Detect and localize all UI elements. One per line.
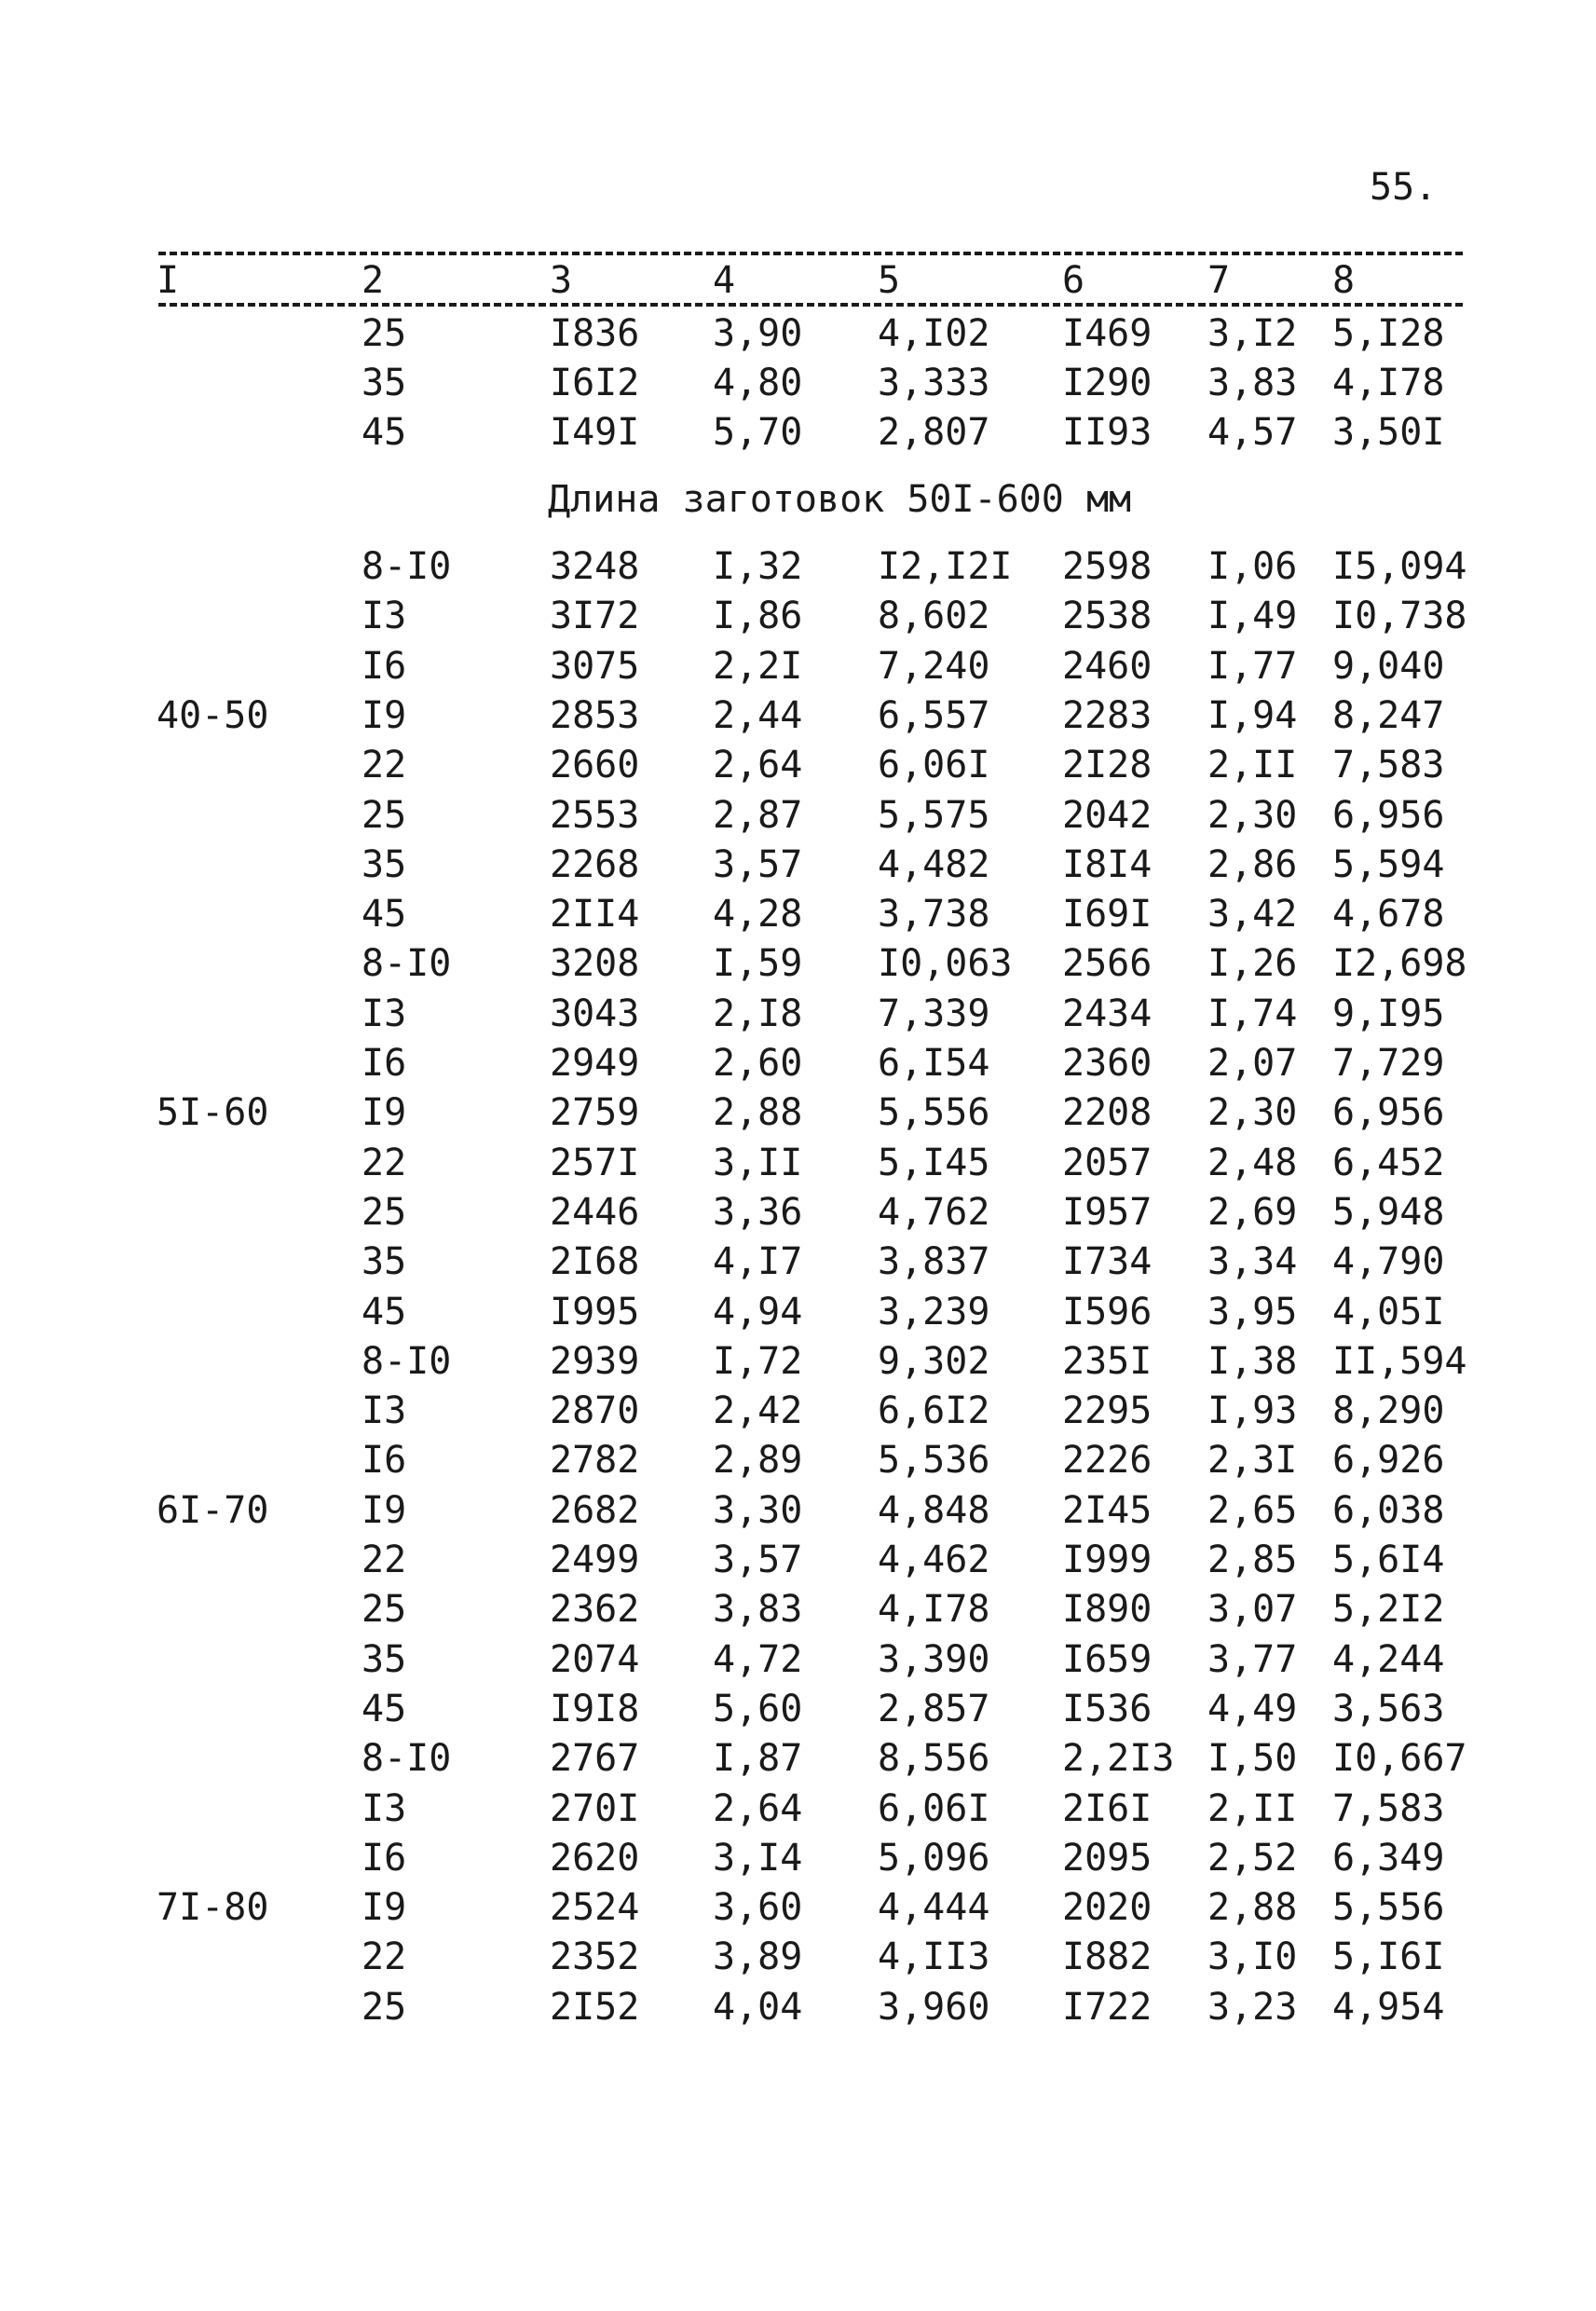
table-cell: 4,462	[878, 1538, 990, 1581]
table-cell: I49I	[550, 411, 640, 454]
table-cell: 7,583	[1332, 744, 1445, 787]
table-cell: 2I68	[550, 1240, 640, 1284]
table-cell: 2524	[550, 1886, 640, 1930]
table-cell: 25	[361, 793, 407, 837]
table-cell: 2360	[1062, 1042, 1153, 1085]
table-cell: 8,556	[878, 1737, 990, 1781]
table-cell: II,594	[1332, 1339, 1467, 1383]
table-cell: I734	[1062, 1240, 1153, 1284]
table-cell: I,38	[1207, 1339, 1298, 1383]
table-cell: 7,240	[878, 644, 990, 688]
table-cell: 2,88	[713, 1091, 803, 1135]
table-cell: 2,2I3	[1062, 1737, 1175, 1781]
table-cell: 3,89	[713, 1935, 803, 1979]
table-cell: 2,64	[713, 744, 803, 787]
table-cell: 2,48	[1207, 1141, 1298, 1184]
table-cell: I5,094	[1332, 545, 1467, 588]
table-row	[0, 359, 1596, 408]
table-cell: 2,42	[713, 1389, 803, 1433]
table-cell: 2,64	[713, 1786, 803, 1830]
table-cell: 2268	[550, 842, 640, 886]
table-cell: 8-I0	[361, 1339, 452, 1383]
table-cell: I0,667	[1332, 1737, 1467, 1781]
column-header: 4	[713, 259, 736, 302]
table-cell: 2660	[550, 744, 640, 787]
table-cell: 5,096	[878, 1836, 990, 1880]
table-row	[0, 741, 1596, 790]
table-cell: 2I52	[550, 1985, 640, 2029]
table-cell: I9	[361, 1886, 407, 1930]
table-cell: 5,I6I	[1332, 1935, 1445, 1979]
table-row	[0, 691, 1596, 741]
table-cell: I,72	[713, 1339, 803, 1383]
table-cell: I9I8	[550, 1687, 640, 1730]
header-bottom-rule	[158, 303, 1463, 307]
table-cell: 3,34	[1207, 1240, 1298, 1284]
table-cell: 2020	[1062, 1886, 1153, 1930]
table-cell: 3,I0	[1207, 1935, 1298, 1979]
table-cell: I3	[361, 595, 407, 638]
table-row	[0, 1486, 1596, 1536]
table-cell: I,74	[1207, 991, 1298, 1035]
table-row	[0, 592, 1596, 641]
table-cell: 3,390	[878, 1637, 990, 1681]
table-cell: 4,04	[713, 1985, 803, 2029]
table-row	[0, 1785, 1596, 1834]
table-cell: 4,72	[713, 1637, 803, 1681]
table-row	[0, 542, 1596, 592]
table-cell: 5,594	[1332, 842, 1445, 886]
table-cell: 2,3I	[1207, 1439, 1298, 1483]
table-cell: 4,482	[878, 842, 990, 886]
table-row	[0, 1834, 1596, 1883]
table-cell: 6,349	[1332, 1836, 1445, 1880]
column-header: 2	[361, 259, 385, 302]
table-cell: 8,602	[878, 595, 990, 638]
table-cell: 45	[361, 1290, 407, 1333]
table-cell: 2,52	[1207, 1836, 1298, 1880]
table-cell: 4,28	[713, 893, 803, 937]
table-row	[0, 890, 1596, 939]
table-cell: I9	[361, 1091, 407, 1135]
table-cell: 2598	[1062, 545, 1153, 588]
table-cell: 45	[361, 893, 407, 937]
table-cell: 3,60	[713, 1886, 803, 1930]
table-row	[0, 990, 1596, 1039]
table-cell: 2I6I	[1062, 1786, 1153, 1830]
column-header-row	[0, 256, 1596, 306]
table-cell: 8,247	[1332, 693, 1445, 737]
table-cell: 7,729	[1332, 1042, 1445, 1085]
group-label-cell: 7I-80	[157, 1886, 269, 1930]
table-cell: 9,302	[878, 1339, 990, 1383]
table-cell: 3,563	[1332, 1687, 1445, 1730]
column-header: 5	[878, 259, 901, 302]
table-cell: 3,42	[1207, 893, 1298, 937]
table-cell: 5,536	[878, 1439, 990, 1483]
table-cell: 5,948	[1332, 1190, 1445, 1234]
table-row	[0, 642, 1596, 691]
table-cell: 6,I54	[878, 1042, 990, 1085]
table-cell: 3,83	[713, 1588, 803, 1632]
table-cell: 3075	[550, 644, 640, 688]
table-row	[0, 791, 1596, 841]
table-cell: 6,06I	[878, 744, 990, 787]
table-cell: 3,57	[713, 842, 803, 886]
table-cell: 3,07	[1207, 1588, 1298, 1632]
group-label-cell: 5I-60	[157, 1091, 269, 1135]
table-cell: 2,807	[878, 411, 990, 454]
table-cell: I3	[361, 991, 407, 1035]
table-row	[0, 408, 1596, 458]
table-row	[0, 1088, 1596, 1138]
table-cell: 6,038	[1332, 1488, 1445, 1532]
table-cell: 2767	[550, 1737, 640, 1781]
table-cell: 6,956	[1332, 793, 1445, 837]
table-cell: 5,575	[878, 793, 990, 837]
table-cell: I6	[361, 1042, 407, 1085]
table-cell: 4,I78	[878, 1588, 990, 1632]
table-cell: I890	[1062, 1588, 1153, 1632]
table-row	[0, 1685, 1596, 1734]
table-cell: I957	[1062, 1190, 1153, 1234]
table-cell: 3,57	[713, 1538, 803, 1581]
table-row	[0, 1139, 1596, 1188]
table-cell: I469	[1062, 312, 1153, 355]
table-cell: 25	[361, 312, 407, 355]
table-cell: 5,70	[713, 411, 803, 454]
table-cell: I999	[1062, 1538, 1153, 1581]
table-cell: 3I72	[550, 595, 640, 638]
table-cell: 2I28	[1062, 744, 1153, 787]
table-cell: I0,063	[878, 942, 1013, 986]
table-cell: 4,848	[878, 1488, 990, 1532]
table-cell: 3,333	[878, 362, 990, 404]
header-top-rule	[158, 252, 1463, 255]
column-header: 6	[1062, 259, 1085, 302]
table-cell: 3,II	[713, 1141, 803, 1184]
table-cell: 8-I0	[361, 545, 452, 588]
table-cell: I,93	[1207, 1389, 1298, 1433]
table-row	[0, 1883, 1596, 1933]
table-cell: 9,040	[1332, 644, 1445, 688]
table-cell: 5,I45	[878, 1141, 990, 1184]
table-cell: I2,I2I	[878, 545, 1013, 588]
table-cell: 3,77	[1207, 1637, 1298, 1681]
table-cell: 3,23	[1207, 1985, 1298, 2029]
table-cell: 3,I2	[1207, 312, 1298, 355]
table-row	[0, 1238, 1596, 1287]
table-cell: 35	[361, 842, 407, 886]
table-cell: 6,926	[1332, 1439, 1445, 1483]
table-cell: 4,I7	[713, 1240, 803, 1284]
table-cell: 3,837	[878, 1240, 990, 1284]
column-header: I	[157, 259, 180, 302]
table-cell: 6,557	[878, 693, 990, 737]
table-cell: 2362	[550, 1588, 640, 1632]
table-cell: 2074	[550, 1637, 640, 1681]
table-cell: 4,I78	[1332, 362, 1445, 404]
table-cell: 3,50I	[1332, 411, 1445, 454]
column-header: 3	[550, 259, 573, 302]
table-cell: 35	[361, 1240, 407, 1284]
table-cell: 4,954	[1332, 1985, 1445, 2029]
table-cell: 22	[361, 744, 407, 787]
table-cell: I,49	[1207, 595, 1298, 638]
table-cell: 270I	[550, 1786, 640, 1830]
table-row	[0, 1039, 1596, 1088]
table-cell: II93	[1062, 411, 1153, 454]
table-cell: 2,88	[1207, 1886, 1298, 1930]
table-cell: 2,89	[713, 1439, 803, 1483]
table-row	[0, 1734, 1596, 1784]
table-cell: 3,83	[1207, 362, 1298, 404]
table-row	[0, 1585, 1596, 1634]
table-cell: 6,452	[1332, 1141, 1445, 1184]
table-cell: 7,339	[878, 991, 990, 1035]
table-cell: 25	[361, 1985, 407, 2029]
table-cell: I,87	[713, 1737, 803, 1781]
table-cell: I,94	[1207, 693, 1298, 737]
table-cell: I290	[1062, 362, 1153, 404]
group-label-cell: 40-50	[157, 693, 269, 737]
table-cell: 4,I02	[878, 312, 990, 355]
table-cell: 4,244	[1332, 1637, 1445, 1681]
table-row	[0, 309, 1596, 359]
table-cell: I995	[550, 1290, 640, 1333]
table-cell: 5,60	[713, 1687, 803, 1730]
table-row	[0, 939, 1596, 989]
table-cell: 3,738	[878, 893, 990, 937]
table-cell: 3,239	[878, 1290, 990, 1333]
table-cell: 2566	[1062, 942, 1153, 986]
table-cell: 2208	[1062, 1091, 1153, 1135]
table-cell: I3	[361, 1786, 407, 1830]
table-cell: 4,790	[1332, 1240, 1445, 1284]
table-cell: 4,49	[1207, 1687, 1298, 1730]
table-cell: 2853	[550, 693, 640, 737]
table-cell: 5,556	[1332, 1886, 1445, 1930]
table-cell: 2870	[550, 1389, 640, 1433]
table-cell: 2,65	[1207, 1488, 1298, 1532]
table-cell: 4,94	[713, 1290, 803, 1333]
table-cell: 4,05I	[1332, 1290, 1445, 1333]
table-cell: 2,857	[878, 1687, 990, 1730]
table-cell: 3,960	[878, 1985, 990, 2029]
table-cell: 3,90	[713, 312, 803, 355]
table-cell: 8-I0	[361, 942, 452, 986]
table-cell: 2,30	[1207, 1091, 1298, 1135]
table-cell: I8I4	[1062, 842, 1153, 886]
table-cell: I,86	[713, 595, 803, 638]
table-cell: 2095	[1062, 1836, 1153, 1880]
table-cell: 2042	[1062, 793, 1153, 837]
table-cell: 22	[361, 1538, 407, 1581]
table-cell: 4,80	[713, 362, 803, 404]
table-cell: 8,290	[1332, 1389, 1445, 1433]
table-cell: 6,06I	[878, 1786, 990, 1830]
table-cell: 2I45	[1062, 1488, 1153, 1532]
table-cell: 3248	[550, 545, 640, 588]
table-cell: 2,86	[1207, 842, 1298, 886]
table-cell: 235I	[1062, 1339, 1153, 1383]
table-cell: I,32	[713, 545, 803, 588]
table-cell: I69I	[1062, 893, 1153, 937]
table-cell: 9,I95	[1332, 991, 1445, 1035]
table-cell: 3,95	[1207, 1290, 1298, 1333]
table-cell: 6,6I2	[878, 1389, 990, 1433]
table-cell: 35	[361, 1637, 407, 1681]
table-cell: 2,30	[1207, 793, 1298, 837]
table-cell: 3,I4	[713, 1836, 803, 1880]
table-cell: I6I2	[550, 362, 640, 404]
table-cell: I6	[361, 1836, 407, 1880]
table-cell: 3208	[550, 942, 640, 986]
table-cell: 3,36	[713, 1190, 803, 1234]
table-row	[0, 1933, 1596, 1982]
table-cell: 22	[361, 1141, 407, 1184]
table-cell: 2553	[550, 793, 640, 837]
table-cell: 7,583	[1332, 1786, 1445, 1830]
table-cell: I6	[361, 644, 407, 688]
table-cell: 5,2I2	[1332, 1588, 1445, 1632]
table-cell: 45	[361, 1687, 407, 1730]
group-label-cell: 6I-70	[157, 1488, 269, 1532]
table-cell: I0,738	[1332, 595, 1467, 638]
table-cell: I536	[1062, 1687, 1153, 1730]
table-cell: 5,I28	[1332, 312, 1445, 355]
table-cell: I6	[361, 1439, 407, 1483]
table-row	[0, 1983, 1596, 2032]
table-cell: 2,69	[1207, 1190, 1298, 1234]
table-cell: I596	[1062, 1290, 1153, 1333]
table-cell: 2,II	[1207, 1786, 1298, 1830]
table-cell: I659	[1062, 1637, 1153, 1681]
table-cell: 45	[361, 411, 407, 454]
table-cell: 5,556	[878, 1091, 990, 1135]
column-header: 8	[1332, 259, 1356, 302]
table-row	[0, 1188, 1596, 1238]
table-row	[0, 1436, 1596, 1485]
table-cell: 4,678	[1332, 893, 1445, 937]
table-cell: 2,07	[1207, 1042, 1298, 1085]
table-cell: 22	[361, 1935, 407, 1979]
table-cell: I2,698	[1332, 942, 1467, 986]
table-cell: 2538	[1062, 595, 1153, 638]
table-cell: 2759	[550, 1091, 640, 1135]
table-cell: I,06	[1207, 545, 1298, 588]
table-cell: 8-I0	[361, 1737, 452, 1781]
table-cell: 2,2I	[713, 644, 803, 688]
table-row	[0, 1288, 1596, 1337]
table-row	[0, 1536, 1596, 1585]
table-cell: 4,762	[878, 1190, 990, 1234]
table-cell: I,59	[713, 942, 803, 986]
table-cell: 2,44	[713, 693, 803, 737]
table-row	[0, 1635, 1596, 1685]
table-cell: 2434	[1062, 991, 1153, 1035]
table-cell: 2949	[550, 1042, 640, 1085]
table-cell: 2460	[1062, 644, 1153, 688]
table-cell: I,77	[1207, 644, 1298, 688]
table-row	[0, 1337, 1596, 1387]
table-cell: I,50	[1207, 1737, 1298, 1781]
table-cell: 2620	[550, 1836, 640, 1880]
table-row	[0, 841, 1596, 890]
table-cell: 6,956	[1332, 1091, 1445, 1135]
table-row	[0, 1387, 1596, 1436]
table-cell: 2,87	[713, 793, 803, 837]
table-cell: 2,60	[713, 1042, 803, 1085]
table-cell: 25	[361, 1190, 407, 1234]
table-cell: 257I	[550, 1141, 640, 1184]
table-cell: 4,57	[1207, 411, 1298, 454]
table-cell: 4,II3	[878, 1935, 990, 1979]
table-cell: 3043	[550, 991, 640, 1035]
column-header: 7	[1207, 259, 1231, 302]
table-cell: 4,444	[878, 1886, 990, 1930]
table-cell: 25	[361, 1588, 407, 1632]
table-cell: I,26	[1207, 942, 1298, 986]
table-cell: 5,6I4	[1332, 1538, 1445, 1581]
table-cell: 2,85	[1207, 1538, 1298, 1581]
table-cell: 35	[361, 362, 407, 404]
table-cell: 2283	[1062, 693, 1153, 737]
section-subheader: Длина заготовок 50I-600 мм	[548, 478, 1132, 521]
table-cell: 3,30	[713, 1488, 803, 1532]
table-cell: 2,I8	[713, 991, 803, 1035]
table-cell: 2499	[550, 1538, 640, 1581]
table-cell: I882	[1062, 1935, 1153, 1979]
table-cell: 2057	[1062, 1141, 1153, 1184]
table-cell: I722	[1062, 1985, 1153, 2029]
table-cell: 2295	[1062, 1389, 1153, 1433]
table-cell: 2682	[550, 1488, 640, 1532]
table-cell: I836	[550, 312, 640, 355]
table-cell: 2352	[550, 1935, 640, 1979]
table-cell: 2782	[550, 1439, 640, 1483]
page-number: 55.	[1370, 166, 1438, 209]
table-cell: 2446	[550, 1190, 640, 1234]
table-cell: I9	[361, 693, 407, 737]
table-cell: 2226	[1062, 1439, 1153, 1483]
table-cell: 2II4	[550, 893, 640, 937]
table-cell: I3	[361, 1389, 407, 1433]
table-cell: 2,II	[1207, 744, 1298, 787]
table-cell: I9	[361, 1488, 407, 1532]
table-cell: 2939	[550, 1339, 640, 1383]
